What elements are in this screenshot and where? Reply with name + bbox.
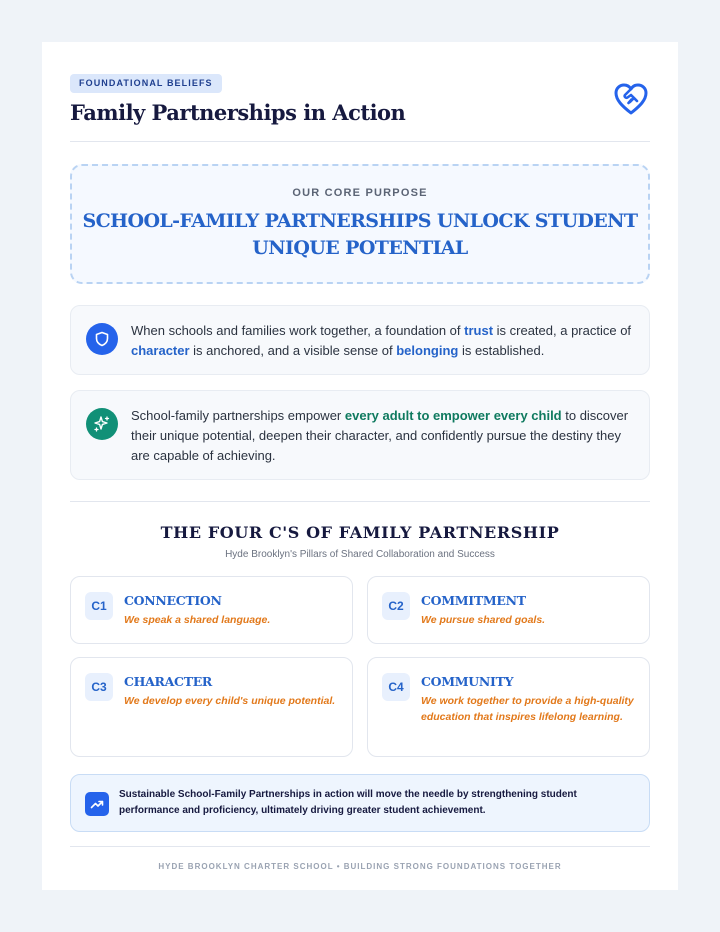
pillar-description: We pursue shared goals. bbox=[421, 614, 546, 626]
pillar-card-community bbox=[367, 657, 650, 757]
highlight-every-adult-to-empower-every-child: every adult to empower every child bbox=[344, 408, 562, 423]
pillar-description: We develop every child's unique potential. bbox=[124, 695, 336, 707]
belief-text-trust bbox=[131, 321, 636, 361]
core-purpose-headline: SCHOOL-FAMILY PARTNERSHIPS UNLOCK STUDENT UNIQUE POTENTIAL bbox=[82, 210, 638, 259]
text-segment: is established. bbox=[458, 343, 545, 358]
text-segment: is created, a practice of bbox=[493, 323, 632, 338]
text-segment: School-family partnerships empower bbox=[131, 408, 345, 423]
pillar-name: CONNECTION bbox=[124, 593, 222, 608]
four-cs-subtitle: Hyde Brooklyn's Pillars of Shared Collaboration and Success bbox=[225, 549, 495, 560]
text-segment: When schools and families work together, a foundation of bbox=[131, 323, 465, 338]
belief-text-empower bbox=[131, 406, 636, 466]
section-divider bbox=[70, 501, 650, 502]
eyebrow-badge: FOUNDATIONAL BELIEFS bbox=[70, 74, 222, 93]
pillar-badge: C4 bbox=[382, 673, 410, 701]
pillar-card-commitment bbox=[367, 576, 650, 644]
pillar-name: COMMITMENT bbox=[421, 593, 526, 608]
highlight-character: character bbox=[131, 343, 190, 358]
text-segment: is anchored, and a visible sense of bbox=[189, 343, 397, 358]
pillar-name: COMMUNITY bbox=[421, 674, 514, 689]
header-divider bbox=[70, 141, 650, 142]
pillar-badge: C3 bbox=[85, 673, 113, 701]
text-segment: to discover their unique potential, deepen their character, and confidently pursue the destiny they are capable of achieving. bbox=[131, 408, 629, 463]
belief-card-empower bbox=[70, 390, 650, 480]
highlight-belonging: belonging bbox=[396, 343, 459, 358]
pillar-card-character bbox=[70, 657, 353, 757]
pillar-name: CHARACTER bbox=[124, 674, 213, 689]
callout-text: Sustainable School-Family Partnerships in action will move the needle by strengthening student performance and proficiency, ultimately driving greater student achievement. bbox=[119, 789, 577, 816]
pillar-description: We work together to provide a high-quality education that inspires lifelong learning. bbox=[421, 695, 634, 723]
core-purpose-label: OUR CORE PURPOSE bbox=[292, 187, 428, 199]
pillar-badge: C1 bbox=[85, 592, 113, 620]
belief-card-trust bbox=[70, 305, 650, 375]
highlight-trust: trust bbox=[464, 323, 494, 338]
sparkles-icon bbox=[86, 408, 118, 440]
pillar-badge: C2 bbox=[382, 592, 410, 620]
pillar-card-connection bbox=[70, 576, 353, 644]
trending-up-icon bbox=[85, 792, 109, 816]
page-title: Family Partnerships in Action bbox=[70, 100, 406, 125]
pillar-description: We speak a shared language. bbox=[124, 614, 271, 626]
core-purpose-box bbox=[70, 164, 650, 284]
footer-divider bbox=[70, 846, 650, 847]
heart-handshake-icon bbox=[613, 82, 649, 116]
document-page bbox=[42, 42, 678, 890]
achievement-callout bbox=[70, 774, 650, 832]
shield-icon bbox=[86, 323, 118, 355]
footer-text: HYDE BROOKLYN CHARTER SCHOOL • BUILDING STRONG FOUNDATIONS TOGETHER bbox=[158, 862, 562, 871]
four-cs-title: THE FOUR C'S OF FAMILY PARTNERSHIP bbox=[160, 523, 560, 542]
